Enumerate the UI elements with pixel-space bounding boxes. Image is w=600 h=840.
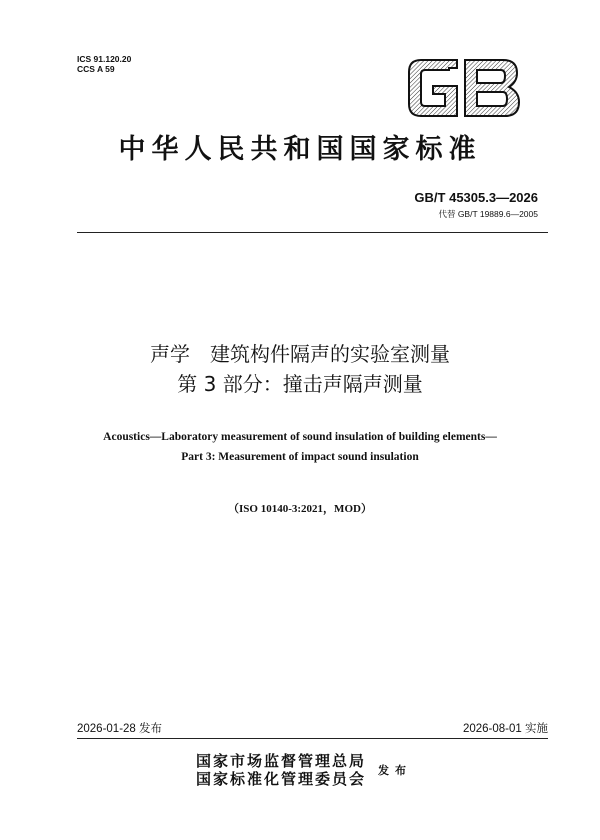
issuer-sac: 国家标准化管理委员会 — [196, 770, 367, 788]
publish-date: 2026-01-28 发布 — [77, 723, 163, 735]
standard-number: GB/T 45305.3—2026 — [414, 190, 538, 205]
issuer-samr: 国家市场监督管理总局 — [196, 752, 367, 770]
ics-code: ICS 91.120.20 — [77, 54, 132, 64]
ccs-code: CCS A 59 — [77, 64, 115, 74]
replaces-standard: 代替 GB/T 19889.6—2005 — [438, 209, 538, 219]
publish-label: 发布 — [378, 764, 413, 777]
footer-divider — [77, 738, 548, 739]
implement-date: 2026-08-01 实施 — [462, 723, 548, 735]
title-en-line2: Part 3: Measurement of impact sound insulation — [181, 451, 419, 463]
gb-logo — [405, 58, 523, 118]
header-divider — [77, 232, 548, 233]
title-en-line1: Acoustics—Laboratory measurement of sound insulation of building elements— — [103, 431, 497, 443]
iso-reference: （ISO 10140-3:2021，MOD） — [228, 503, 372, 515]
svg-text:GB: GB — [405, 58, 407, 59]
title-cn-line2: 第 3 部分：撞击声隔声测量 — [177, 372, 423, 396]
issuer-names — [196, 752, 366, 788]
standard-type-title: 中华人民共和国国家标准 — [118, 134, 482, 165]
title-cn-line1: 声学 建筑构件隔声的实验室测量 — [150, 342, 450, 366]
classification-codes — [77, 54, 131, 74]
issuer-block — [196, 752, 412, 788]
